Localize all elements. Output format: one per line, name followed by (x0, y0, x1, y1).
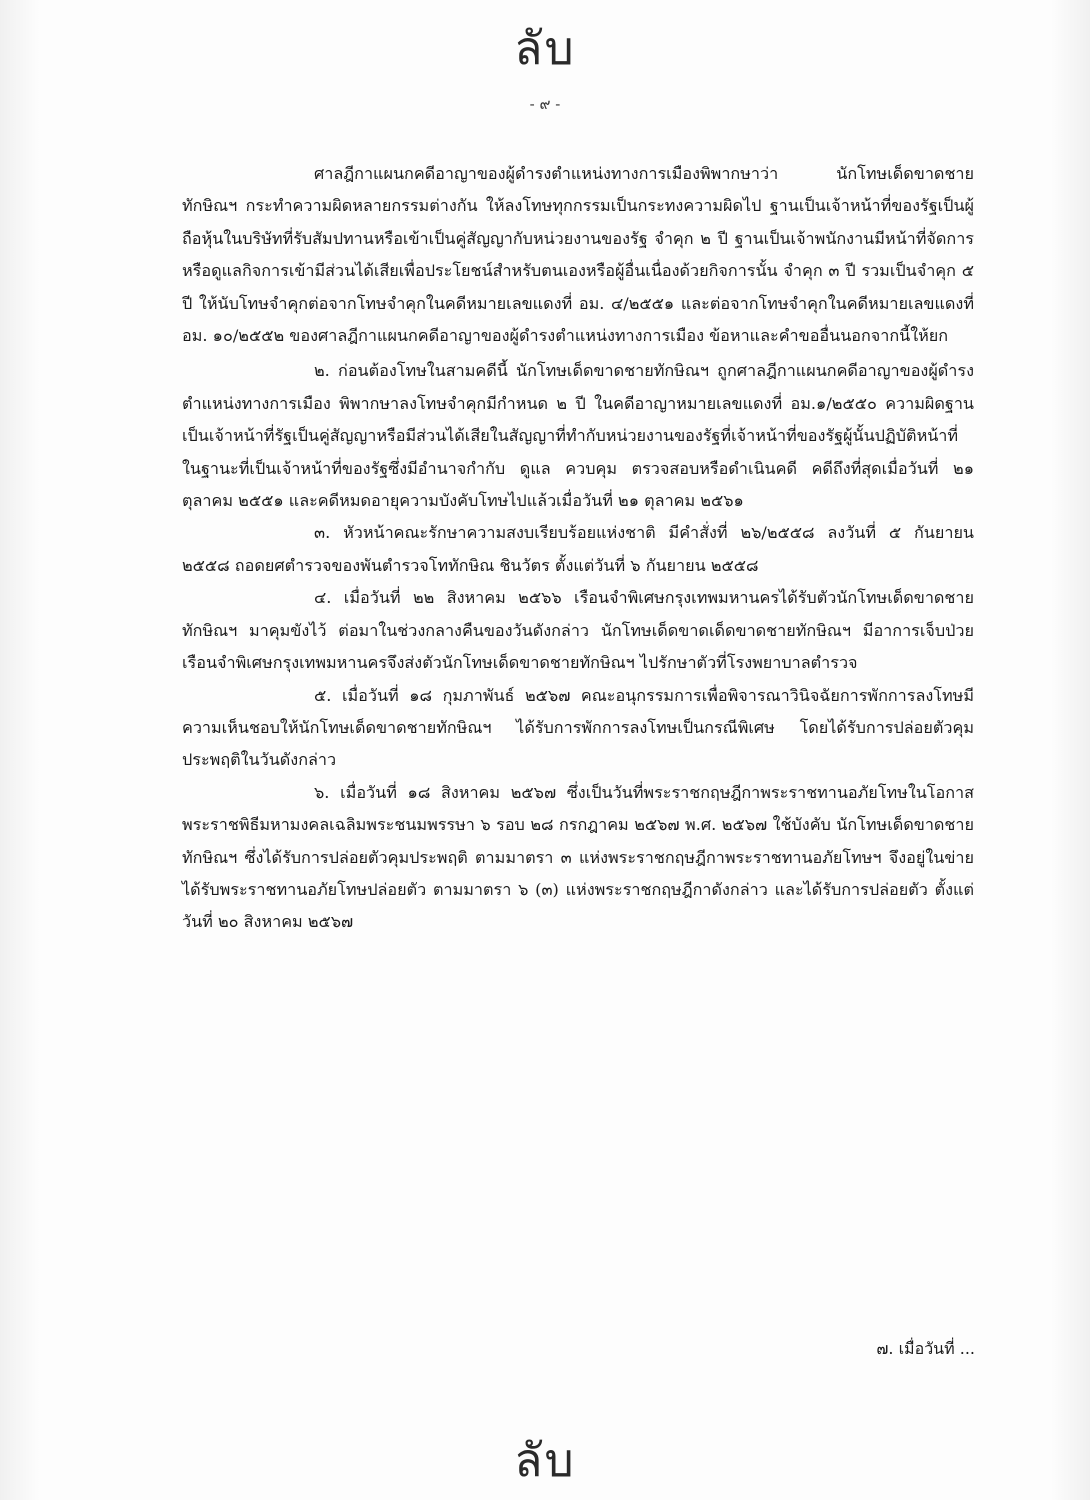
page-edge-left (0, 0, 40, 1500)
paragraph-2: ๒. ก่อนต้องโทษในสามคดีนี้ นักโทษเด็ดขาดชายทักษิณฯ ถูกศาลฎีกาแผนกคดีอาญาของผู้ดำรงตำแหน่งทางการเมือง พิพากษาลงโทษจำคุกมีกำหนด ๒ ปี ในคดีอาญาหมายเลขแดงที่ อม.๑/๒๕๕๐ ความผิดฐานเป็นเจ้าหน้าที่รัฐเป็นคู่สัญญาหรือมีส่วนได้เสียในสัญญาที่ทำกับหน่วยงานของรัฐที่เจ้าหน้าที่ของรัฐผู้นั้นปฏิบัติหน้าที่ในฐานะที่เป็นเจ้าหน้าที่ของรัฐซึ่งมีอำนาจกำกับ ดูแล ควบคุม ตรวจสอบหรือดำเนินคดี คดีถึงที่สุดเมื่อวันที่ ๒๑ ตุลาคม ๒๕๕๑ และคดีหมดอายุความบังคับโทษไปแล้วเมื่อวันที่ ๒๑ ตุลาคม ๒๕๖๑ (182, 361, 974, 511)
document-body (182, 158, 974, 939)
paragraph-verdict: ศาลฎีกาแผนกคดีอาญาของผู้ดำรงตำแหน่งทางการเมืองพิพากษาว่า นักโทษเด็ดขาดชายทักษิณฯ กระทำความผิดหลายกรรมต่างกัน ให้ลงโทษทุกกรรมเป็นกระทงความผิดไป ฐานเป็นเจ้าหน้าที่ของรัฐเป็นผู้ถือหุ้นในบริษัทที่รับสัมปทานหรือเข้าเป็นคู่สัญญากับหน่วยงานของรัฐ จำคุก ๒ ปี ฐานเป็นเจ้าพนักงานมีหน้าที่จัดการหรือดูแลกิจการเข้ามีส่วนได้เสียเพื่อประโยชน์สำหรับตนเองหรือผู้อื่นเนื่องด้วยกิจการนั้น จำคุก ๓ ปี รวมเป็นจำคุก ๕ ปี ให้นับโทษจำคุกต่อจากโทษจำคุกในคดีหมายเลขแดงที่ อม. ๔/๒๕๕๑ และต่อจากโทษจำคุกในคดีหมายเลขแดงที่ อม. ๑๐/๒๕๕๒ ของศาลฎีกาแผนกคดีอาญาของผู้ดำรงตำแหน่งทางการเมือง ข้อหาและคำขออื่นนอกจากนี้ให้ยก (182, 164, 974, 346)
paragraph-3: ๓. หัวหน้าคณะรักษาความสงบเรียบร้อยแห่งชาติ มีคำสั่งที่ ๒๖/๒๕๕๘ ลงวันที่ ๕ กันยายน ๒๕๕๘ ถอดยศตำรวจของพันตำรวจโททักษิณ ชินวัตร ตั้งแต่วันที่ ๖ กันยายน ๒๕๕๘ (182, 523, 974, 575)
classification-footer: ลับ (514, 1433, 576, 1487)
paragraph-5: ๕. เมื่อวันที่ ๑๘ กุมภาพันธ์ ๒๕๖๗ คณะอนุกรรมการเพื่อพิจารณาวินิจฉัยการพักการลงโทษมีความเห็นชอบให้นักโทษเด็ดขาดชายทักษิณฯ ได้รับการพักการลงโทษเป็นกรณีพิเศษ โดยได้รับการปล่อยตัวคุมประพฤติในวันดังกล่าว (182, 685, 974, 770)
page-edge-right (1050, 0, 1090, 1500)
paragraph-4: ๔. เมื่อวันที่ ๒๒ สิงหาคม ๒๕๖๖ เรือนจำพิเศษกรุงเทพมหานครได้รับตัวนักโทษเด็ดขาดชายทักษิณฯ มาคุมขังไว้ ต่อมาในช่วงกลางคืนของวันดังกล่าว นักโทษเด็ดขาดเด็ดขาดชายทักษิณฯ มีอาการเจ็บป่วย เรือนจำพิเศษกรุงเทพมหานครจึงส่งตัวนักโทษเด็ดขาดชายทักษิณฯ ไปรักษาตัวที่โรงพยาบาลตำรวจ (182, 588, 974, 673)
page-number: - ๙ - (529, 95, 561, 113)
continuation-note: ๗. เมื่อวันที่ ... (876, 1339, 975, 1358)
classification-header: ลับ (514, 21, 576, 75)
paragraph-6: ๖. เมื่อวันที่ ๑๘ สิงหาคม ๒๕๖๗ ซึ่งเป็นวันที่พระราชกฤษฎีกาพระราชทานอภัยโทษในโอกาสพระราชพิธีมหามงคลเฉลิมพระชนมพรรษา ๖ รอบ ๒๘ กรกฎาคม ๒๕๖๗ พ.ศ. ๒๕๖๗ ใช้บังคับ นักโทษเด็ดขาดชายทักษิณฯ ซึ่งได้รับการปล่อยตัวคุมประพฤติ ตามมาตรา ๓ แห่งพระราชกฤษฎีกาพระราชทานอภัยโทษฯ จึงอยู่ในข่ายได้รับพระราชทานอภัยโทษปล่อยตัว ตามมาตรา ๖ (๓) แห่งพระราชกฤษฎีกาดังกล่าว และได้รับการปล่อยตัว ตั้งแต่วันที่ ๒๐ สิงหาคม ๒๕๖๗ (182, 782, 974, 932)
